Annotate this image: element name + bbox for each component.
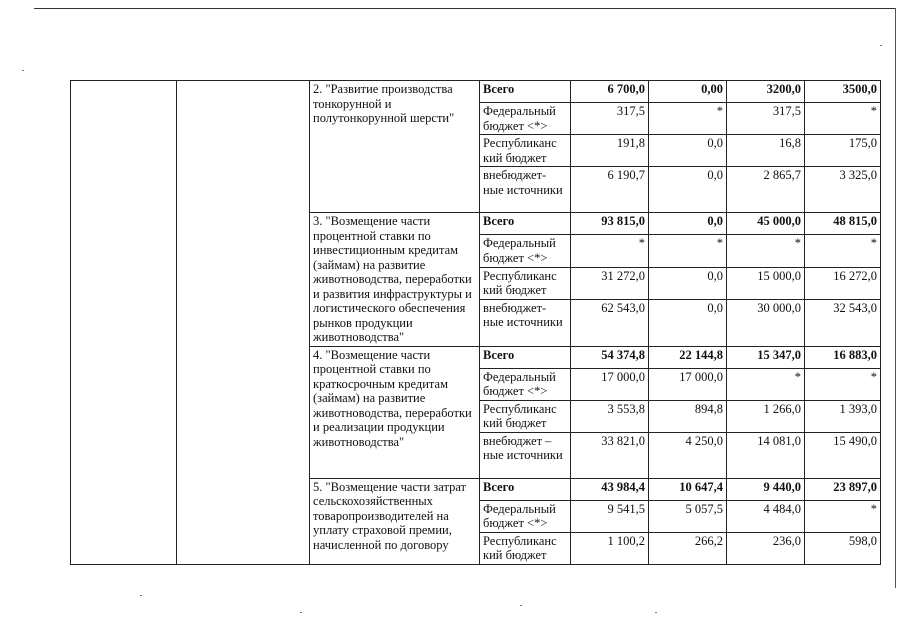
program-name: 2. "Развитие производства тонкорунной и полутонкорунной шерсти" (310, 81, 480, 213)
amount-year-2: 1 266,0 (727, 400, 805, 432)
amount-year-2: 317,5 (727, 103, 805, 135)
amount-year-2: 16,8 (727, 135, 805, 167)
amount-year-3: * (805, 500, 881, 532)
amount-total: 3 553,8 (571, 400, 649, 432)
amount-year-1: 4 250,0 (649, 432, 727, 478)
page-top-rule (34, 8, 896, 9)
amount-year-1: 0,0 (649, 167, 727, 213)
blank-col-1 (71, 81, 177, 565)
funding-source: Федеральный бюджет <*> (480, 368, 571, 400)
amount-total: 317,5 (571, 103, 649, 135)
amount-year-1: 0,00 (649, 81, 727, 103)
amount-year-2: * (727, 368, 805, 400)
amount-year-2: 30 000,0 (727, 299, 805, 346)
amount-year-2: 236,0 (727, 532, 805, 564)
funding-source: Всего (480, 346, 571, 368)
amount-year-1: 0,0 (649, 135, 727, 167)
program-name: 3. "Возмещение части процентной ставки по инвестиционным кредитам (займам) на развитие животноводства, переработки и развития инфраструктуры и логистического обеспечения рынков продукции животноводства" (310, 213, 480, 347)
page-right-edge (895, 8, 896, 588)
amount-total: 54 374,8 (571, 346, 649, 368)
amount-year-2: 14 081,0 (727, 432, 805, 478)
amount-total: * (571, 235, 649, 267)
amount-year-2: 15 347,0 (727, 346, 805, 368)
amount-year-1: 0,0 (649, 213, 727, 235)
amount-year-1: 5 057,5 (649, 500, 727, 532)
funding-source: Всего (480, 478, 571, 500)
amount-year-2: 4 484,0 (727, 500, 805, 532)
scan-speck (140, 595, 142, 596)
scan-speck (880, 45, 882, 46)
table-row (71, 81, 881, 103)
amount-year-3: 23 897,0 (805, 478, 881, 500)
budget-table (70, 80, 881, 565)
scan-speck (22, 70, 24, 71)
amount-year-1: 10 647,4 (649, 478, 727, 500)
funding-source: Всего (480, 81, 571, 103)
amount-year-2: 9 440,0 (727, 478, 805, 500)
amount-year-3: 175,0 (805, 135, 881, 167)
amount-year-2: 2 865,7 (727, 167, 805, 213)
amount-year-3: 15 490,0 (805, 432, 881, 478)
amount-total: 9 541,5 (571, 500, 649, 532)
funding-source: внебюджет – ные источники (480, 432, 571, 478)
amount-year-3: * (805, 235, 881, 267)
funding-source: Республиканс кий бюджет (480, 532, 571, 564)
funding-source: Федеральный бюджет <*> (480, 500, 571, 532)
amount-total: 93 815,0 (571, 213, 649, 235)
amount-year-2: * (727, 235, 805, 267)
amount-year-3: 1 393,0 (805, 400, 881, 432)
scan-speck (300, 612, 302, 613)
amount-total: 6 190,7 (571, 167, 649, 213)
funding-source: Республиканс кий бюджет (480, 267, 571, 299)
amount-year-3: 16 272,0 (805, 267, 881, 299)
amount-year-1: 0,0 (649, 299, 727, 346)
funding-source: внебюджет- ные источники (480, 299, 571, 346)
amount-year-3: * (805, 368, 881, 400)
funding-source: Республиканс кий бюджет (480, 400, 571, 432)
funding-source: Федеральный бюджет <*> (480, 103, 571, 135)
budget-table-body (71, 81, 881, 565)
amount-total: 62 543,0 (571, 299, 649, 346)
amount-year-3: 48 815,0 (805, 213, 881, 235)
amount-total: 1 100,2 (571, 532, 649, 564)
amount-total: 17 000,0 (571, 368, 649, 400)
amount-year-1: * (649, 103, 727, 135)
amount-total: 6 700,0 (571, 81, 649, 103)
scan-speck (655, 612, 657, 613)
amount-year-1: 266,2 (649, 532, 727, 564)
amount-year-3: 3 325,0 (805, 167, 881, 213)
amount-year-2: 15 000,0 (727, 267, 805, 299)
amount-year-3: 16 883,0 (805, 346, 881, 368)
amount-total: 33 821,0 (571, 432, 649, 478)
amount-total: 191,8 (571, 135, 649, 167)
funding-source: Республиканс кий бюджет (480, 135, 571, 167)
program-name: 4. "Возмещение части процентной ставки по краткосрочным кредитам (займам) на развитие животноводства, переработки и реализации продукции животноводства" (310, 346, 480, 478)
program-name: 5. "Возмещение части затрат сельскохозяйственных товаропроизводителей на уплату страховой премии, начисленной по договору (310, 478, 480, 564)
amount-year-1: 17 000,0 (649, 368, 727, 400)
amount-year-1: * (649, 235, 727, 267)
scan-speck (520, 605, 522, 606)
amount-year-2: 3200,0 (727, 81, 805, 103)
amount-year-3: 32 543,0 (805, 299, 881, 346)
funding-source: Всего (480, 213, 571, 235)
amount-year-1: 22 144,8 (649, 346, 727, 368)
amount-year-3: 3500,0 (805, 81, 881, 103)
amount-total: 31 272,0 (571, 267, 649, 299)
amount-year-1: 0,0 (649, 267, 727, 299)
funding-source: Федеральный бюджет <*> (480, 235, 571, 267)
amount-total: 43 984,4 (571, 478, 649, 500)
amount-year-3: 598,0 (805, 532, 881, 564)
funding-source: внебюджет- ные источники (480, 167, 571, 213)
amount-year-2: 45 000,0 (727, 213, 805, 235)
amount-year-3: * (805, 103, 881, 135)
amount-year-1: 894,8 (649, 400, 727, 432)
blank-col-2 (177, 81, 310, 565)
